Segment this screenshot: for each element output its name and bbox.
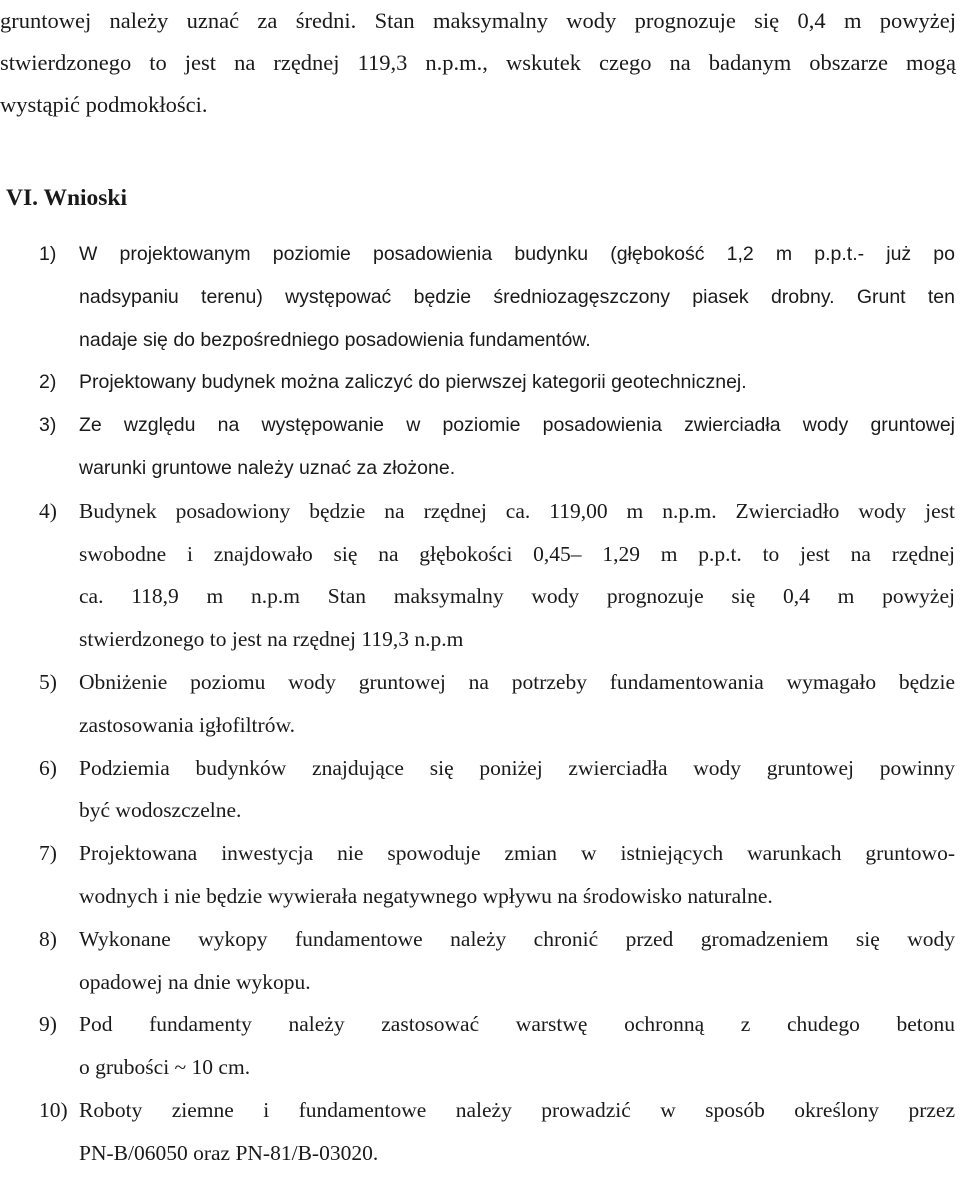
item-line: zastosowania igłofiltrów. <box>79 712 295 737</box>
item-line: warunki gruntowe należy uznać za złożone. <box>79 456 456 479</box>
list-item <box>0 404 960 490</box>
item-line: Obniżenie poziomu wody gruntowej na potrzeby fundamentowania wymagało będzie <box>79 669 955 694</box>
intro-line: stwierdzonego to jest na rzędnej 119,3 n.p.m., wskutek czego na badanym obszarze mogą <box>0 50 956 75</box>
item-number: 8) <box>39 926 57 951</box>
list-item <box>0 1003 960 1089</box>
item-text <box>79 490 955 661</box>
item-line: Roboty ziemne i fundamentowe należy prowadzić w sposób określony przez <box>79 1097 955 1122</box>
section-heading: VI. Wnioski <box>6 185 128 211</box>
item-line: o grubości ~ 10 cm. <box>79 1055 251 1080</box>
item-line: Budynek posadowiony będzie na rzędnej ca. 119,00 m n.p.m. Zwierciadło wody jest <box>79 498 955 523</box>
item-number: 5) <box>39 669 57 694</box>
item-line: nadaje się do bezpośredniego posadowienia fundamentów. <box>79 328 591 351</box>
item-text <box>79 233 955 361</box>
item-text <box>79 1003 955 1089</box>
item-number: 6) <box>39 755 57 780</box>
item-number: 9) <box>39 1012 57 1037</box>
item-text <box>79 747 955 833</box>
item-text <box>79 361 955 404</box>
item-line: być wodoszczelne. <box>79 798 242 823</box>
item-text <box>79 1089 955 1175</box>
item-line: Projektowana inwestycja nie spowoduje zmian w istniejących warunkach gruntowo- <box>79 841 955 866</box>
item-text <box>79 661 955 747</box>
list-item <box>0 490 960 661</box>
list-item <box>0 918 960 1004</box>
item-line: nadsypaniu terenu) występować będzie średniozagęszczony piasek drobny. Grunt ten <box>79 285 955 308</box>
item-text <box>79 404 955 490</box>
item-text <box>79 832 955 918</box>
list-item <box>0 661 960 747</box>
item-line: Projektowany budynek można zaliczyć do pierwszej kategorii geotechnicznej. <box>79 371 747 394</box>
intro-line: wystąpić podmokłości. <box>0 92 208 117</box>
conclusions-list <box>0 233 960 1175</box>
item-line: stwierdzonego to jest na rzędnej 119,3 n.p.m <box>79 627 464 652</box>
intro-paragraph <box>0 0 956 126</box>
item-line: PN-B/06050 oraz PN-81/B-03020. <box>79 1140 379 1165</box>
item-line: Ze względu na występowanie w poziomie posadowienia zwierciadła wody gruntowej <box>79 414 955 437</box>
item-number: 1) <box>39 243 57 265</box>
item-line: wodnych i nie będzie wywierała negatywnego wpływu na środowisko naturalne. <box>79 883 773 908</box>
list-item <box>0 361 960 404</box>
item-line: opadowej na dnie wykopu. <box>79 969 311 994</box>
item-line: Pod fundamenty należy zastosować warstwę ochronną z chudego betonu <box>79 1012 955 1037</box>
item-number: 3) <box>39 414 57 437</box>
list-item <box>0 747 960 833</box>
item-line: ca. 118,9 m n.p.m Stan maksymalny wody prognozuje się 0,4 m powyżej <box>79 584 955 609</box>
item-number: 4) <box>39 498 57 523</box>
item-line: W projektowanym poziomie posadowienia budynku (głębokość 1,2 m p.p.t.- już po <box>79 243 955 265</box>
intro-line: gruntowej należy uznać za średni. Stan maksymalny wody prognozuje się 0,4 m powyżej <box>0 8 956 33</box>
item-number: 2) <box>39 371 57 394</box>
item-text <box>79 918 955 1004</box>
list-item <box>0 832 960 918</box>
list-item <box>0 233 960 361</box>
list-item <box>0 1089 960 1175</box>
item-number: 10) <box>39 1097 68 1122</box>
item-line: swobodne i znajdowało się na głębokości 0,45– 1,29 m p.p.t. to jest na rzędnej <box>79 541 955 566</box>
item-line: Podziemia budynków znajdujące się poniżej zwierciadła wody gruntowej powinny <box>79 755 955 780</box>
item-line: Wykonane wykopy fundamentowe należy chronić przed gromadzeniem się wody <box>79 926 955 951</box>
item-number: 7) <box>39 841 57 866</box>
